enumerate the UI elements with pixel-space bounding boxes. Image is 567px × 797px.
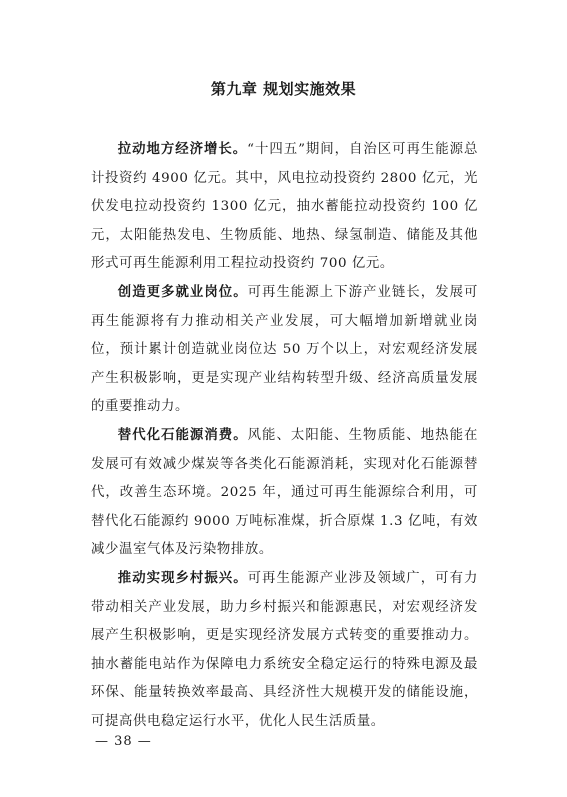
- paragraph-economic-growth: [91, 136, 478, 279]
- chapter-title: 第九章 规划实施效果: [210, 80, 357, 98]
- paragraph-text: “十四五”期间，自治区可再生能源总计投资约 4900 亿元。其中，风电拉动投资约 2800 亿元，光伏发电拉动投资约 1300 亿元，抽水蓄能拉动投资约 100 亿元，太阳能热发电、生物质能、地热、绿氢制造、储能及其他形式可再生能源利用工程拉动投资约 700 亿元。: [91, 142, 479, 272]
- paragraph-lead: 创造更多就业岗位。: [117, 284, 248, 300]
- paragraph-fossil-replacement: [91, 422, 478, 565]
- paragraph-lead: 拉动地方经济增长。: [117, 142, 248, 157]
- paragraph-text: 可再生能源上下游产业链长，发展可再生能源将有力推动相关产业发展，可大幅增加新增就业岗位，预计累计创造就业岗位达 50 万个以上，对宏观经济发展产生积极影响，更是实现产业结构转型升级、经济高质量发展的重要推动力。: [91, 284, 478, 415]
- document-body: [91, 136, 478, 736]
- paragraph-text: 可再生能源产业涉及领域广，可有力带动相关产业发展，助力乡村振兴和能源惠民，对宏观经济发展产生积极影响，更是实现经济发展方式转变的重要推动力。抽水蓄能电站作为保障电力系统安全稳定运行的特殊电源及最环保、能量转换效率最高、具经济性大规模开发的储能设施，可提高供电稳定运行水平，优化人民生活质量。: [91, 570, 478, 729]
- paragraph-lead: 替代化石能源消费。: [117, 427, 248, 443]
- page-number: — 38 —: [95, 734, 152, 749]
- paragraph-employment: [91, 279, 478, 422]
- paragraph-rural-revitalization: [91, 565, 478, 737]
- paragraph-lead: 推动实现乡村振兴。: [117, 570, 248, 586]
- paragraph-text: 风能、太阳能、生物质能、地热能在发展可有效减少煤炭等各类化石能源消耗，实现对化石能源替代，改善生态环境。2025 年，通过可再生能源综合利用，可替代化石能源约 9000 万吨标准煤，折合原煤 1.3 亿吨，有效减少温室气体及污染物排放。: [91, 427, 478, 558]
